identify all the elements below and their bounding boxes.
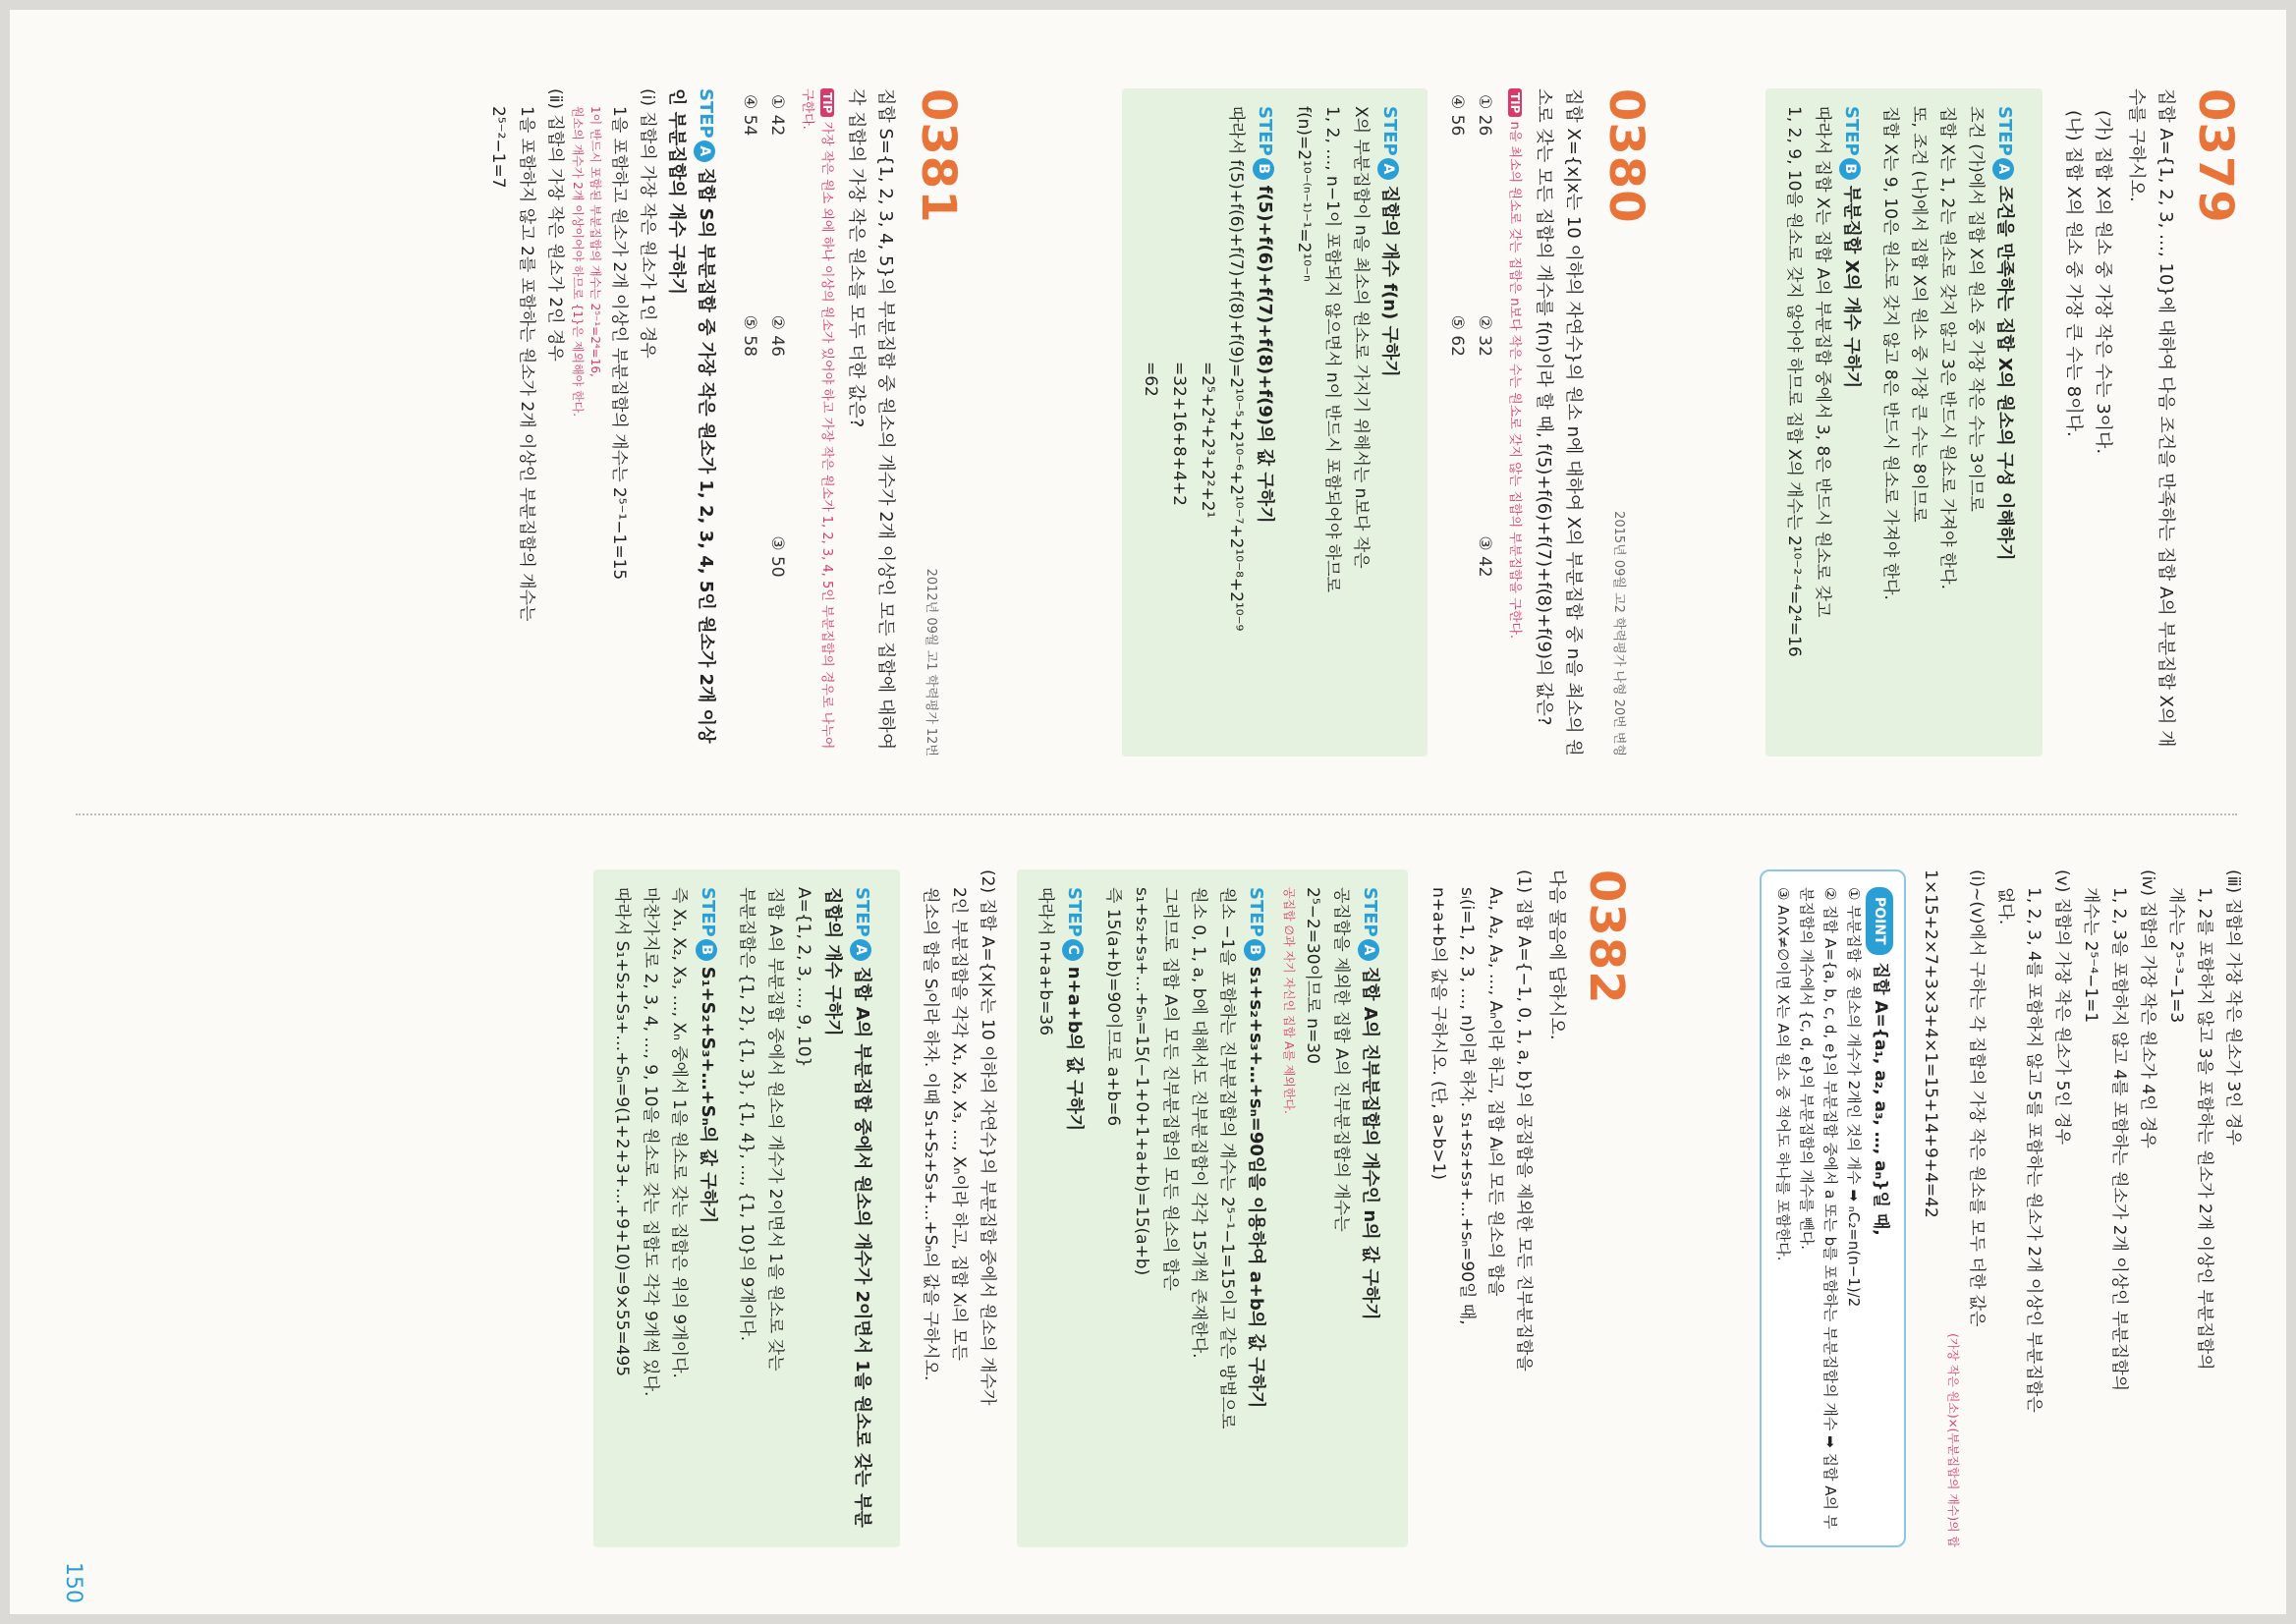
- solution-line: (ⅳ) 집합의 가장 작은 원소가 4인 경우: [2138, 869, 2157, 1148]
- solution-panel: [1122, 88, 1428, 756]
- choice: ⑤ 58: [740, 314, 759, 357]
- step-b-heading: STEPBs₁+s₂+s₃+…+sₙ=90임을 이용하여 a+b의 값 구하기: [1246, 887, 1266, 1409]
- solution-line: 1, 2, 3을 포함하지 않고 4를 포함하는 원소가 2개 이상인 부분집합의: [2109, 887, 2129, 1392]
- page-number: 150: [61, 1562, 85, 1603]
- solution-line: s₁+s₂+s₃+…+sₙ=15(−1+0+1+a+b)=15(a+b): [1132, 887, 1151, 1276]
- choice: ① 42: [767, 94, 787, 137]
- solution-line: 즉 X₁, X₂, X₃, …, Xₙ 중에서 1을 원소로 갖는 집합은 위의 9개이다.: [669, 887, 689, 1378]
- problem-0381: [483, 88, 970, 756]
- question-line: A₁, A₂, A₃, …, Aₙ이라 하고, 집합 Aᵢ의 모든 원소의 합을: [1485, 887, 1505, 1297]
- problem-source: 2012년 09월 고1 학력평가 12번: [924, 568, 938, 756]
- solution-line: 마찬가지로 2, 3, 4, …, 9, 10을 원소로 갖는 집합도 각각 9개씩 있다.: [641, 887, 660, 1397]
- step-a-heading: STEPA집합의 개수 f(n) 구하기: [1379, 106, 1400, 377]
- condition-2: (나) 집합 X의 원소 중 가장 큰 수는 8이다.: [2063, 110, 2084, 437]
- solution-line: X의 부분집합이 n을 최소의 원소로 가지기 위해서는 n보다 작은: [1351, 106, 1371, 569]
- solution-line: 또, 조건 (나)에서 집합 X의 원소 중 가장 큰 수는 8이므로: [1909, 106, 1929, 523]
- solution-line: 따라서 S₁+S₂+S₃+…+Sₙ=9(1+2+3+…+9+10)=9×55=495: [612, 887, 632, 1377]
- solution-line: 부분집합은 {1, 2}, {1, 3}, {1, 4}, …, {1, 10}의 9개이다.: [737, 887, 756, 1342]
- solution-line: 따라서 집합 X는 집합 A의 부분집합 중에서 3, 8은 반드시 원소로 갖고: [1813, 106, 1832, 618]
- question-line: (1) 집합 A={−1, 0, 1, a, b}의 공집합을 제외한 모든 진부분집합을: [1514, 869, 1534, 1372]
- step-a-heading: STEPA집합 A의 진부분집합의 개수인 n의 값 구하기: [1360, 887, 1380, 1320]
- problem-0380: [1122, 88, 1657, 756]
- point-box: [1760, 869, 1906, 1547]
- step-tag: STEPB: [1246, 887, 1266, 961]
- problem-0381-continued: [1750, 869, 2247, 1547]
- solution-line: 집합 X는 1, 2는 원소로 갖지 않고 3은 반드시 원소로 가져야 한다.: [1937, 106, 1957, 590]
- solution-line: 1, 2, …, n−1이 포함되지 않으면서 n이 반드시 포함되어야 하므로: [1322, 106, 1342, 592]
- solution-line: 원소 −1을 포함하는 진부분집합의 개수는 2⁵⁻¹−1=15이고 같은 방법으로: [1217, 887, 1237, 1429]
- choice: ⑤ 62: [1447, 314, 1467, 357]
- choice: ② 46: [767, 314, 787, 357]
- solution-line: (ⅲ) 집합의 가장 작은 원소가 3인 경우: [2223, 869, 2243, 1146]
- problem-0379: [1765, 88, 2247, 756]
- step-tag: STEPA: [1994, 106, 2015, 180]
- question-line: 원소의 합을 Sᵢ이라 하자. 이때 S₁+S₂+S₃+…+Sₙ의 값을 구하시오.: [921, 887, 940, 1381]
- step-tag: STEPB: [1841, 106, 1862, 180]
- side-note: 공집합 ∅과 자기 자신인 집합 A를 제외한다.: [1282, 887, 1296, 1114]
- question-line: 2인 부분집합을 각각 X₁, X₂, X₃, …, Xₙ이라 하고, 집합 Xᵢ의 모든: [949, 887, 969, 1361]
- step-tag: STEPC: [1064, 887, 1085, 961]
- solution-line: (ⅱ) 집합의 가장 작은 원소가 2인 경우: [545, 88, 565, 362]
- side-note: (가장 작은 원소)×(부분집합의 개수)의 합: [1946, 1333, 1960, 1547]
- step-b-heading: STEPBf(5)+f(6)+f(7)+f(8)+f(9)의 값 구하기: [1255, 106, 1275, 524]
- question-text: 집합 X={x|x는 10 이하의 자연수}의 원소 n에 대하여 X의 부분집합 중 n을 최소의 원소로 갖는 모든 집합의 개수를 f(n)이라 할 때, f(5)+f(6)+f(7)+f(8)+f(9)의 값은?: [1534, 88, 1584, 756]
- solution-line: 따라서 f(5)+f(6)+f(7)+f(8)+f(9)=2¹⁰⁻⁵+2¹⁰⁻⁶+2¹⁰⁻⁷+2¹⁰⁻⁸+2¹⁰⁻⁹: [1226, 106, 1246, 632]
- solution-line: =2⁵+2⁴+2³+2²+2¹: [1198, 362, 1217, 519]
- step-b-heading: STEPBS₁+S₂+S₃+…+Sₙ의 값 구하기: [698, 887, 718, 1224]
- point-item: ① 부분집합 중 원소의 개수가 2개인 것의 개수 ➡ ₙC₂=n(n−1)/2: [1845, 887, 1863, 1308]
- choice: ④ 54: [740, 94, 759, 137]
- solution-line: 2⁵⁻²−1=7: [488, 106, 508, 189]
- solution-line: 집합 X는 9, 10은 원소로 갖지 않고 8은 반드시 원소로 가져야 한다.: [1880, 106, 1900, 600]
- solution-line: 1, 2를 포함하지 않고 3을 포함하는 원소가 2개 이상인 부분집합의: [2195, 887, 2214, 1371]
- question-text: 집합 S={1, 2, 3, 4, 5}의 부분집합 중 원소의 개수가 2개 이상인 모든 집합에 대하여 각 집합의 가장 작은 원소를 모두 더한 값은?: [846, 88, 896, 751]
- solution-line: 1, 2, 9, 10을 원소로 갖지 않아야 하므로 집합 X의 개수는 2¹⁰⁻²⁻⁴=2⁴=16: [1784, 106, 1804, 657]
- solution-panel: [1765, 88, 2043, 756]
- step-tag: STEPA: [1379, 106, 1400, 180]
- solution-line: (ⅰ)~(ⅴ)에서 구하는 각 집합의 가장 작은 원소를 모두 더한 값은: [1967, 869, 1987, 1327]
- problem-source: 2015년 09월 고2 학력평가 나형 20번 변형: [1611, 511, 1626, 756]
- choice: ① 26: [1475, 94, 1494, 137]
- solution-line: f(n)=2¹⁰⁻⁽ⁿ⁻¹⁾⁻¹=2¹⁰⁻ⁿ: [1294, 106, 1314, 282]
- solution-line: 즉 15(a+b)=90이므로 a+b=6: [1103, 887, 1123, 1127]
- step-a-heading: STEPA집합 S의 부분집합 중 가장 작은 원소가 1, 2, 3, 4, 5인 원소가 2개 이상인 부분집합의 개수 구하기: [666, 88, 716, 744]
- choice: ④ 56: [1447, 94, 1467, 137]
- step-c-heading: STEPCn+a+b의 값 구하기: [1064, 887, 1085, 1132]
- solution-line: 개수는 2⁵⁻³−1=3: [2166, 887, 2186, 1024]
- solution-line: 공집합을 제외한 집합 A의 진부분집합의 개수는: [1331, 887, 1351, 1232]
- step-b-heading: STEPB부분집합 X의 개수 구하기: [1841, 106, 1862, 389]
- solution-panel: [593, 869, 900, 1547]
- solution-panel: [483, 88, 720, 756]
- tip: TIP 가장 작은 원소 외에 하나 이상의 원소가 있어야 하고 가장 작은 원소가 1, 2, 3, 4, 5인 부분집합의 경우로 나누어 구한다.: [800, 88, 834, 750]
- solution-line: 조건 (가)에서 집합 X의 원소 중 가장 작은 수는 3이므로: [1966, 106, 1986, 512]
- answer-choices: [1443, 94, 1498, 756]
- point-title: POINT집합 A={a₁, a₂, a₃, …, aₙ}일 때,: [1866, 887, 1894, 1530]
- solution-panel: [1017, 869, 1408, 1547]
- textbook-page: [10, 10, 2286, 1614]
- solution-line: 원소 0, 1, a, b에 대해서도 진부분집합이 각각 15개씩 존재한다.: [1189, 887, 1208, 1359]
- side-note: 원소의 개수가 2개 이상이어야 하므로 {1}은 제외해야 한다.: [571, 106, 585, 418]
- rotated-content: [10, 10, 2286, 1614]
- answer-choices: [736, 94, 791, 756]
- column-divider: [76, 813, 2237, 815]
- problem-number: 0380: [1598, 88, 1653, 224]
- problem-number: 0381: [911, 88, 966, 224]
- choice: ③ 50: [767, 535, 787, 578]
- step-tag: STEPA: [696, 88, 716, 162]
- question-line: (2) 집합 A={x|x는 10 이하의 자연수}의 부분집합 중에서 원소의 개수가: [978, 869, 997, 1406]
- side-note: 1이 반드시 포함된 부분집합의 개수는 2⁵⁻¹=2⁴=16,: [588, 106, 602, 377]
- solution-line: 1×15+2×7+3×3+4×1=15+14+9+4=42: [1921, 869, 1940, 1218]
- solution-line: (ⅴ) 집합의 가장 작은 원소가 5인 경우: [2052, 869, 2072, 1146]
- step-a-heading: STEPA조건을 만족하는 집합 X의 원소의 구성 이해하기: [1994, 106, 2015, 561]
- solution-line: =32+16+8+4+2: [1169, 362, 1189, 506]
- problem-0382: [593, 869, 1638, 1547]
- right-half: [10, 850, 2286, 1616]
- solution-line: 없다.: [1995, 887, 2015, 925]
- solution-line: 그러므로 집합 A의 모든 진부분집합의 모든 원소의 합은: [1160, 887, 1180, 1291]
- condition-1: (가) 집합 X의 원소 중 가장 작은 수는 3이다.: [2093, 110, 2113, 455]
- solution-line: 집합 A의 부분집합 중에서 원소의 개수가 2이면서 1을 원소로 갖는: [765, 887, 785, 1372]
- solution-line: 1을 포함하고 원소가 2개 이상인 부분집합의 개수는 2⁵⁻¹−1=15: [609, 106, 629, 581]
- choice: ② 32: [1475, 314, 1494, 357]
- solution-line: =62: [1141, 362, 1160, 397]
- solution-line: 따라서 n+a+b=36: [1036, 887, 1055, 1036]
- step-tag: STEPB: [1255, 106, 1275, 180]
- point-item: ③ A∩X≠∅이면 X는 A의 원소 중 적어도 하나를 포함한다.: [1774, 887, 1792, 1261]
- question-text: 집합 A={1, 2, 3, …, 10}에 대하여 다음 조건을 만족하는 집합 A의 부분집합 X의 개수를 구하시오.: [2126, 88, 2176, 748]
- solution-line: 1을 포함하지 않고 2를 포함하는 원소가 2개 이상인 부분집합의 개수는: [517, 106, 536, 622]
- question-line: sᵢ(i=1, 2, 3, …, n)이라 하자. s₁+s₂+s₃+…+sₙ=90일 때,: [1457, 887, 1477, 1325]
- solution-line: A={1, 2, 3, …, 9, 10}: [794, 887, 813, 1068]
- tip: TIP n을 최소의 원소로 갖는 집합은 n보다 작은 수는 원소로 갖지 않는 집합의 부분집합을 구한다.: [1504, 88, 1525, 756]
- step-tag: STEPA: [1360, 887, 1380, 961]
- solution-line: 2⁵−2=30이므로 n=30: [1303, 887, 1322, 1064]
- question-text: 다음 물음에 답하시오.: [1546, 869, 1567, 1040]
- step-tag: STEPB: [698, 887, 718, 961]
- choice: ③ 42: [1475, 535, 1494, 578]
- problem-number: 0379: [2188, 88, 2243, 224]
- step-tag: STEPA: [852, 887, 872, 961]
- step-a-heading: STEPA집합 A의 부분집합 중에서 원소의 개수가 2이면서 1을 원소로 갖는 부분집합의 개수 구하기: [822, 887, 872, 1528]
- solution-line: 개수는 2⁵⁻⁴−1=1: [2081, 887, 2100, 1024]
- point-item: ② 집합 A={a, b, c, d, e}의 부분집합 중에서 a 또는 b를 포함하는 부분집합의 개수 ➡ 집합 A의 부분집합의 개수에서 {c, d, e}의 부분집합의 개수를 뺀다.: [1798, 887, 1839, 1530]
- problem-number: 0382: [1579, 869, 1634, 1005]
- solution-line: 1, 2, 3, 4를 포함하지 않고 5를 포함하는 원소가 2개 이상인 부분집합은: [2024, 887, 2044, 1413]
- question-line: n+a+b의 값을 구하시오. (단, a>b>1): [1428, 887, 1448, 1181]
- solution-line: (ⅰ) 집합의 가장 작은 원소가 1인 경우: [638, 88, 657, 359]
